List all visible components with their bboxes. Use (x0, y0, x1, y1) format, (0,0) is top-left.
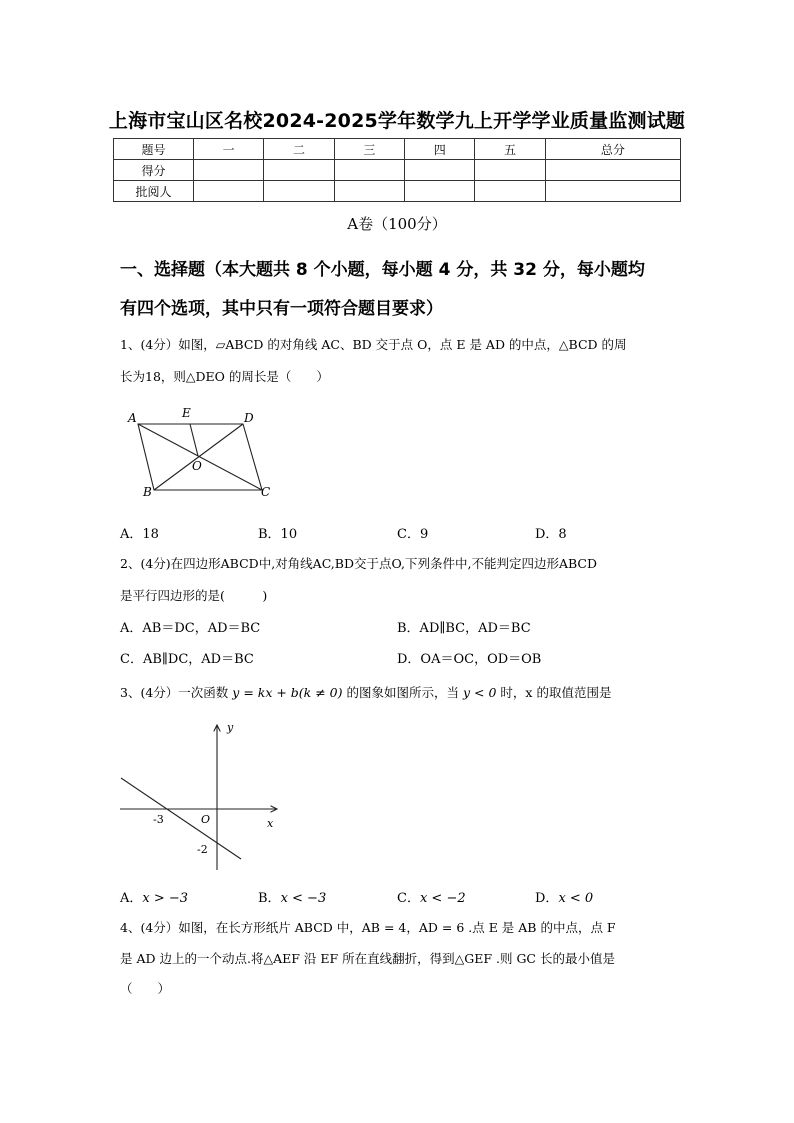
table-row (114, 160, 681, 181)
q1-option-a: A．18 (120, 527, 159, 542)
table-cell: 总分 (545, 139, 680, 160)
q3-text-c: 时，x 的取值范围是 (500, 685, 612, 700)
q1-text-line2: 长为18，则△DEO 的周长是（ ） (120, 369, 329, 384)
q3-condition: y < 0 (463, 685, 497, 700)
table-cell (405, 181, 475, 202)
x-intercept-label: -3 (153, 813, 164, 826)
table-cell: 四 (405, 139, 475, 160)
q4-text-line2: 是 AD 边上的一个动点.将△AEF 沿 EF 所在直线翻折，得到△GEF .则 GC 长的最小值是 (120, 951, 615, 966)
origin-label: O (201, 813, 211, 826)
parallelogram-figure (125, 404, 280, 504)
label-e: E (182, 406, 191, 420)
q1-option-b: B．10 (258, 527, 298, 542)
section-heading-line2: 有四个选项，其中只有一项符合题目要求） (120, 299, 443, 319)
q2-text-line1: 2、(4分)在四边形ABCD中,对角线AC,BD交于点O,下列条件中,不能判定四边形ABCD (120, 556, 597, 571)
linear-function-graph (115, 715, 290, 875)
x-axis-label: x (267, 817, 274, 830)
q3-text (120, 683, 690, 701)
table-row (114, 139, 681, 160)
table-cell: 二 (264, 139, 334, 160)
section-heading-line1: 一、选择题（本大题共 8 个小题，每小题 4 分，共 32 分，每小题均 (120, 260, 645, 280)
table-row (114, 181, 681, 202)
table-cell (264, 181, 334, 202)
table-cell (264, 160, 334, 181)
table-cell: 三 (334, 139, 404, 160)
table-cell: 一 (194, 139, 264, 160)
q3-option-b: B．x < −3 (258, 891, 327, 906)
diagonal-ac (138, 424, 262, 490)
table-cell: 题号 (114, 139, 194, 160)
q3-option-c: C．x < −2 (397, 891, 466, 906)
q2-option-d: D．OA＝OC，OD＝OB (397, 652, 542, 667)
function-line (121, 778, 241, 859)
q3-formula: y = kx + b(k ≠ 0) (232, 685, 343, 700)
label-b: B (143, 485, 152, 499)
q3-option-d: D．x < 0 (535, 891, 594, 906)
table-cell (475, 181, 545, 202)
score-table (113, 138, 681, 202)
table-cell: 批阅人 (114, 181, 194, 202)
table-cell (545, 160, 680, 181)
table-cell (475, 160, 545, 181)
q1-option-d: D．8 (535, 527, 567, 542)
table-cell (334, 181, 404, 202)
label-o: O (192, 459, 202, 473)
table-cell (194, 160, 264, 181)
q3-text-a: 3、(4分）一次函数 (120, 685, 229, 700)
volume-label: A卷（100分） (347, 215, 447, 233)
q2-option-c: C．AB∥DC，AD＝BC (120, 652, 254, 667)
q4-text-line3: （ ） (120, 981, 171, 996)
table-cell (194, 181, 264, 202)
label-c: C (261, 485, 271, 499)
q1-text-line1: 1、(4分）如图，▱ABCD 的对角线 AC、BD 交于点 O，点 E 是 AD 的中点，△BCD 的周 (120, 337, 627, 352)
table-cell (545, 181, 680, 202)
q4-text-line1: 4、(4分）如图，在长方形纸片 ABCD 中，AB = 4，AD = 6 .点 E 是 AB 的中点，点 F (120, 920, 616, 935)
q2-option-a: A．AB＝DC，AD＝BC (120, 621, 261, 636)
y-axis-label: y (227, 721, 234, 734)
exam-title: 上海市宝山区名校2024-2025学年数学九上开学学业质量监测试题 (108, 110, 686, 132)
diagonal-bd (154, 424, 243, 490)
segment-eo (190, 424, 198, 456)
label-d: D (244, 411, 254, 425)
q1-option-c: C．9 (397, 527, 429, 542)
q3-option-a: A．x > −3 (120, 891, 189, 906)
label-a: A (128, 411, 137, 425)
q2-text-line2: 是平行四边形的是( ) (120, 588, 268, 603)
table-cell (405, 160, 475, 181)
table-cell: 得分 (114, 160, 194, 181)
q2-option-b: B．AD∥BC，AD＝BC (397, 621, 531, 636)
y-intercept-label: -2 (197, 843, 208, 856)
q3-text-b: 的图象如图所示，当 (346, 685, 460, 700)
table-cell: 五 (475, 139, 545, 160)
table-cell (334, 160, 404, 181)
